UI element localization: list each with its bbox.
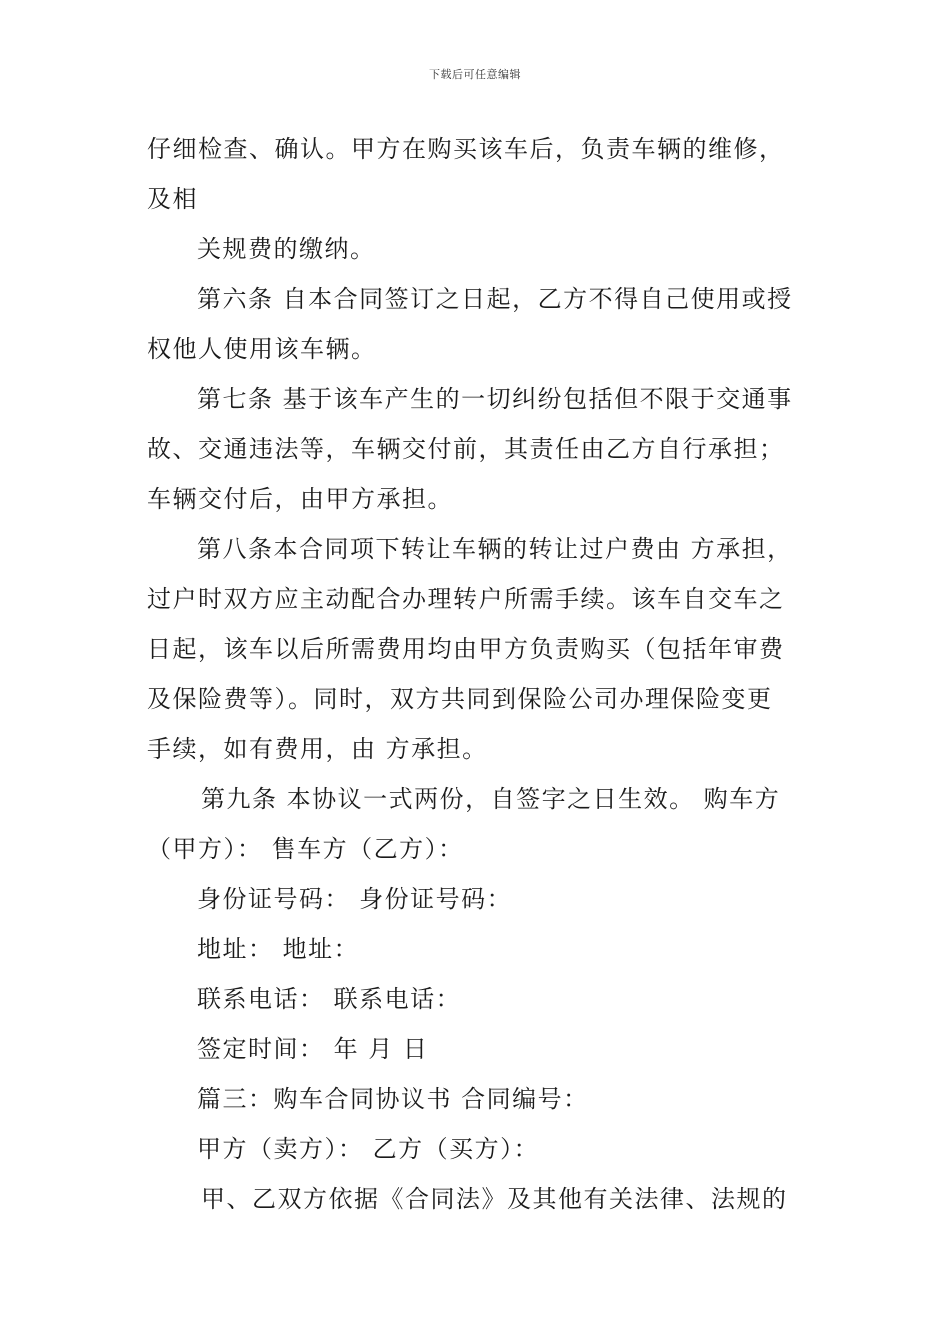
article-8-line-2: 过户时双方应主动配合办理转户所需手续。该车自交车之 bbox=[147, 585, 785, 613]
body-line-3: 关规费的缴纳。 bbox=[197, 235, 376, 263]
id-number-labels: 身份证号码： 身份证号码： bbox=[197, 885, 513, 913]
address-labels: 地址： 地址： bbox=[197, 935, 360, 963]
article-7-line-1: 第七条 基于该车产生的一切纠纷包括但不限于交通事 bbox=[197, 385, 793, 413]
body-line-1: 仔细检查、确认。甲方在购买该车后，负责车辆的维修， bbox=[147, 135, 785, 163]
party-labels: （甲方）： 售车方（乙方）： bbox=[147, 835, 464, 863]
article-8-line-1: 第八条本合同项下转让车辆的转让过户费由 方承担， bbox=[197, 535, 793, 563]
article-6-line-2: 权他人使用该车辆。 bbox=[147, 335, 377, 363]
article-9-line-1: 第九条 本协议一式两份，自签字之日生效。 购车方 bbox=[201, 785, 781, 813]
page-header: 下载后可任意编辑 bbox=[429, 68, 521, 81]
section-3-intro-line: 甲、乙双方依据《合同法》及其他有关法律、法规的 bbox=[201, 1185, 788, 1213]
signing-date-label: 签定时间： 年 月 日 bbox=[197, 1035, 429, 1063]
article-8-line-3: 日起，该车以后所需费用均由甲方负责购买（包括年审费 bbox=[147, 635, 785, 663]
article-7-line-3: 车辆交付后，由甲方承担。 bbox=[147, 485, 453, 513]
article-6-line-1: 第六条 自本合同签订之日起，乙方不得自己使用或授 bbox=[197, 285, 793, 313]
article-8-line-5: 手续，如有费用，由 方承担。 bbox=[147, 735, 488, 763]
phone-labels: 联系电话： 联系电话： bbox=[197, 985, 462, 1013]
article-7-line-2: 故、交通违法等，车辆交付前，其责任由乙方自行承担； bbox=[147, 435, 785, 463]
body-line-2: 及相 bbox=[147, 185, 198, 213]
section-3-title: 篇三：购车合同协议书 合同编号： bbox=[197, 1085, 589, 1113]
seller-buyer-labels: 甲方（卖方）： 乙方（买方）： bbox=[197, 1135, 540, 1163]
article-8-line-4: 及保险费等）。同时，双方共同到保险公司办理保险变更 bbox=[147, 685, 773, 713]
